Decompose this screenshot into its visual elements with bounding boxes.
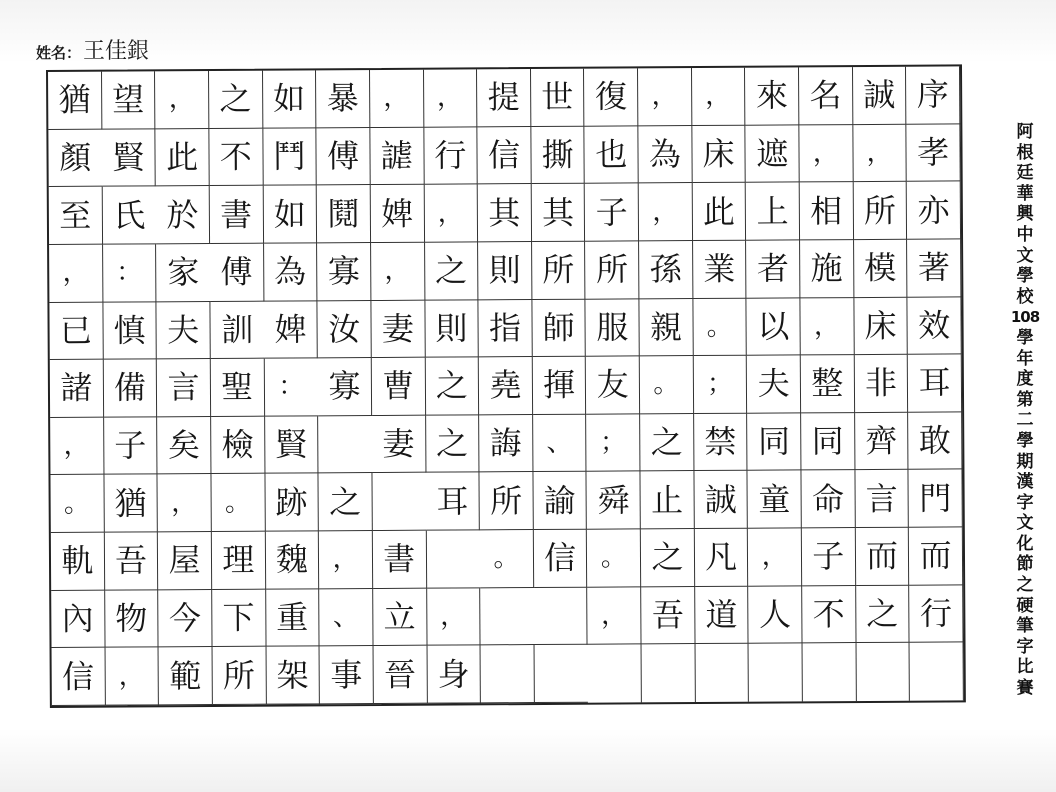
- grid-cell: 則: [478, 242, 532, 300]
- grid-cell: 人: [749, 586, 803, 644]
- grid-cell: [481, 645, 535, 703]
- grid-cell: ，: [49, 245, 103, 303]
- grid-cell: 遮: [746, 125, 800, 183]
- grid-cell: ；: [587, 414, 641, 472]
- grid-cell: 者: [746, 240, 800, 298]
- grid-cell: 婢: [371, 185, 425, 243]
- grid-cell: 賢: [102, 129, 156, 187]
- title-char: 化: [1016, 533, 1034, 554]
- title-char: 節: [1016, 554, 1034, 575]
- grid-cell: 如: [263, 186, 317, 244]
- grid-cell: 誠: [694, 471, 748, 529]
- title-char: 廷: [1016, 163, 1034, 184]
- grid-cell: 妻: [372, 415, 426, 473]
- grid-cell: 聖: [211, 359, 265, 417]
- title-char: 第: [1016, 389, 1034, 410]
- title-char: 二: [1016, 410, 1034, 431]
- grid-cell: ，: [692, 68, 746, 126]
- grid-cell: 提: [477, 69, 531, 127]
- grid-cell: 汝: [318, 301, 372, 359]
- grid-cell: ，: [799, 125, 853, 183]
- grid-cell: 行: [910, 585, 964, 643]
- name-label: 姓名：: [36, 44, 82, 62]
- grid-cell: 所: [212, 647, 266, 705]
- title-char: 文: [1016, 245, 1034, 266]
- grid-cell: 寡: [318, 358, 372, 416]
- grid-cell: 矣: [157, 417, 211, 475]
- title-char: 期: [1016, 451, 1034, 472]
- grid-cell: 信: [52, 648, 106, 706]
- grid-cell: [856, 643, 910, 701]
- grid-cell: 氏: [102, 187, 156, 245]
- grid-cell: 效: [908, 297, 962, 355]
- grid-cell: 友: [586, 357, 640, 415]
- grid-cell: 訓: [210, 301, 264, 359]
- grid-cell: 之: [640, 414, 694, 472]
- title-char: 校: [1016, 286, 1034, 307]
- grid-cell: 不: [209, 128, 263, 186]
- grid-cell: 指: [479, 300, 533, 358]
- grid-cell: 其: [532, 184, 586, 242]
- grid-cell: 已: [49, 302, 103, 360]
- grid-cell: 夫: [157, 302, 211, 360]
- grid-cell: 。: [50, 475, 104, 533]
- grid-cell: ，: [638, 68, 692, 126]
- grid-cell: ：: [103, 244, 157, 302]
- title-char: 根: [1016, 142, 1034, 163]
- grid-cell: ，: [639, 183, 693, 241]
- grid-cell: 亦: [907, 182, 961, 240]
- grid-cell: 相: [800, 182, 854, 240]
- grid-cell: 立: [373, 588, 427, 646]
- grid-cell: 鬩: [317, 185, 371, 243]
- grid-cell: 施: [800, 240, 854, 298]
- grid-cell: 於: [156, 186, 210, 244]
- grid-cell: 而: [909, 527, 963, 585]
- grid-cell: 重: [266, 589, 320, 647]
- grid-cell: [318, 416, 372, 474]
- grid-cell: 所: [586, 241, 640, 299]
- grid-cell: 之: [856, 585, 910, 643]
- grid-cell: 業: [693, 241, 747, 299]
- grid-cell: 賢: [265, 416, 319, 474]
- grid-cell: ：: [264, 359, 318, 417]
- grid-cell: [910, 643, 964, 701]
- grid-cell: 著: [907, 239, 961, 297]
- title-char: 文: [1016, 513, 1034, 534]
- grid-cell: 敢: [908, 412, 962, 470]
- grid-cell: 整: [801, 355, 855, 413]
- grid-cell: 理: [212, 532, 266, 590]
- title-char: 筆: [1016, 616, 1034, 637]
- grid-cell: [534, 587, 588, 645]
- grid-cell: 之: [425, 358, 479, 416]
- grid-cell: ，: [588, 587, 642, 645]
- grid-cell: 童: [748, 471, 802, 529]
- grid-cell: 不: [802, 586, 856, 644]
- title-char: 字: [1016, 636, 1034, 657]
- grid-cell: 則: [425, 300, 479, 358]
- grid-cell: 床: [692, 125, 746, 183]
- grid-cell: 信: [478, 127, 532, 185]
- grid-cell: 其: [478, 184, 532, 242]
- grid-cell: 道: [695, 586, 749, 644]
- grid-cell: ，: [427, 588, 481, 646]
- grid-cell: 世: [531, 69, 585, 127]
- grid-cell: 之: [425, 242, 479, 300]
- grid-cell: ，: [424, 185, 478, 243]
- title-char: 比: [1016, 657, 1034, 678]
- grid-cell: 暴: [316, 70, 370, 128]
- title-char: 學: [1016, 430, 1034, 451]
- grid-cell: 撕: [531, 126, 585, 184]
- grid-cell: 。: [480, 530, 534, 588]
- grid-cell: ，: [853, 124, 907, 182]
- grid-cell: 之: [209, 71, 263, 129]
- competition-title: [1003, 122, 1047, 699]
- grid-cell: 為: [638, 126, 692, 184]
- grid-cell: 也: [585, 126, 639, 184]
- title-char: 之: [1016, 575, 1034, 596]
- grid-cell: 屋: [158, 532, 212, 590]
- grid-cell: 內: [51, 590, 105, 648]
- title-char: 度: [1016, 369, 1034, 390]
- grid-cell: 顏: [48, 129, 102, 187]
- grid-cell: 齊: [855, 413, 909, 471]
- grid-cell: 來: [745, 67, 799, 125]
- grid-cell: [372, 473, 426, 531]
- grid-cell: 傅: [317, 128, 371, 186]
- grid-cell: 為: [264, 243, 318, 301]
- grid-cell: 所: [853, 182, 907, 240]
- grid-cell: 孫: [639, 241, 693, 299]
- grid-cell: 床: [854, 297, 908, 355]
- grid-cell: 今: [158, 590, 212, 648]
- grid-cell: 物: [105, 590, 159, 648]
- grid-cell: 師: [532, 299, 586, 357]
- grid-cell: 諸: [50, 360, 104, 418]
- grid-cell: [749, 644, 803, 702]
- grid-cell: ，: [158, 474, 212, 532]
- grid-cell: 子: [802, 528, 856, 586]
- grid-cell: 以: [747, 298, 801, 356]
- grid-cell: 謔: [370, 127, 424, 185]
- grid-cell: 吾: [641, 587, 695, 645]
- grid-cell: 事: [320, 646, 374, 704]
- grid-cell: ，: [370, 70, 424, 128]
- grid-cell: 、: [533, 415, 587, 473]
- grid-cell: 凡: [695, 529, 749, 587]
- grid-cell: 魏: [265, 531, 319, 589]
- grid-cell: 至: [49, 187, 103, 245]
- title-char: 年: [1016, 348, 1034, 369]
- grid-cell: 言: [855, 470, 909, 528]
- grid-cell: 猶: [104, 475, 158, 533]
- grid-cell: 耳: [426, 473, 480, 531]
- grid-cell: 傅: [210, 244, 264, 302]
- grid-cell: 上: [746, 183, 800, 241]
- grid-cell: [426, 530, 480, 588]
- grid-cell: 復: [584, 68, 638, 126]
- grid-cell: 書: [210, 186, 264, 244]
- grid-cell: 子: [585, 184, 639, 242]
- grid-cell: ，: [105, 648, 159, 706]
- grid-cell: 如: [263, 70, 317, 128]
- title-char: 硬: [1016, 595, 1034, 616]
- grid-cell: [803, 643, 857, 701]
- grid-cell: 下: [212, 589, 266, 647]
- name-value: 王佳銀: [83, 39, 150, 64]
- title-char: 漢: [1016, 472, 1034, 493]
- grid-cell: [695, 644, 749, 702]
- grid-cell: 。: [587, 529, 641, 587]
- grid-cell: 寡: [317, 243, 371, 301]
- grid-cell: 慎: [103, 302, 157, 360]
- grid-cell: 序: [906, 66, 960, 124]
- grid-cell: ；: [694, 356, 748, 414]
- title-char: 學: [1016, 266, 1034, 287]
- grid-cell: 軌: [51, 533, 105, 591]
- grid-cell: 諭: [533, 472, 587, 530]
- grid-cell: 妻: [371, 300, 425, 358]
- grid-cell: 而: [856, 528, 910, 586]
- grid-cell: 檢: [211, 416, 265, 474]
- grid-cell: 信: [534, 530, 588, 588]
- title-char: 阿: [1016, 122, 1034, 142]
- grid-cell: 身: [427, 646, 481, 704]
- grid-cell: 此: [692, 183, 746, 241]
- grid-cell: 曹: [372, 358, 426, 416]
- title-char: 學: [1016, 327, 1034, 348]
- grid-cell: ，: [748, 528, 802, 586]
- grid-cell: 架: [266, 647, 320, 705]
- grid-cell: 堯: [479, 357, 533, 415]
- grid-cell: 行: [424, 127, 478, 185]
- grid-cell: ，: [800, 298, 854, 356]
- grid-cell: 言: [157, 359, 211, 417]
- grid-cell: 之: [641, 529, 695, 587]
- grid-cell: 服: [586, 299, 640, 357]
- grid-cell: 非: [854, 355, 908, 413]
- title-number: 108: [1010, 308, 1040, 327]
- grid-cell: 鬥: [263, 128, 317, 186]
- grid-cell: 耳: [908, 355, 962, 413]
- grid-cell: 望: [102, 71, 156, 129]
- grid-cell: ，: [50, 417, 104, 475]
- grid-cell: 。: [640, 356, 694, 414]
- grid-cell: 猶: [48, 72, 102, 130]
- grid-cell: 門: [909, 470, 963, 528]
- grid-cell: 揮: [533, 357, 587, 415]
- grid-cell: [480, 588, 534, 646]
- grid-cell: 。: [693, 298, 747, 356]
- grid-cell: 此: [156, 129, 210, 187]
- grid-cell: [642, 644, 696, 702]
- title-char: 字: [1016, 492, 1034, 513]
- writing-grid: [46, 64, 966, 708]
- title-char: 中: [1016, 224, 1034, 245]
- grid-cell: ，: [319, 531, 373, 589]
- grid-cell: [534, 645, 588, 703]
- title-char: 興: [1016, 204, 1034, 225]
- grid-cell: 範: [159, 647, 213, 705]
- grid-cell: 名: [799, 67, 853, 125]
- grid-cell: 同: [801, 413, 855, 471]
- grid-cell: 所: [480, 472, 534, 530]
- grid-cell: [588, 645, 642, 703]
- grid-cell: 書: [373, 531, 427, 589]
- grid-cell: 家: [156, 244, 210, 302]
- grid-cell: 同: [748, 413, 802, 471]
- grid-cell: 誨: [479, 415, 533, 473]
- grid-cell: 。: [211, 474, 265, 532]
- title-char: 賽: [1016, 678, 1034, 699]
- grid-cell: 夫: [747, 356, 801, 414]
- grid-cell: 命: [802, 471, 856, 529]
- grid-cell: 誠: [853, 67, 907, 125]
- grid-cell: 吾: [104, 532, 158, 590]
- grid-cell: 所: [532, 242, 586, 300]
- grid-cell: 孝: [907, 124, 961, 182]
- grid-cell: 舜: [587, 472, 641, 530]
- name-line: [36, 40, 149, 65]
- grid-cell: 、: [319, 589, 373, 647]
- grid-cell: 止: [641, 472, 695, 530]
- grid-cell: 婢: [264, 301, 318, 359]
- grid-cell: 之: [426, 415, 480, 473]
- title-char: 華: [1016, 183, 1034, 204]
- grid-cell: 子: [104, 417, 158, 475]
- grid-cell: 之: [319, 473, 373, 531]
- grid-cell: 跡: [265, 474, 319, 532]
- grid-cell: ，: [371, 243, 425, 301]
- grid-cell: 備: [103, 359, 157, 417]
- grid-cell: 晉: [373, 646, 427, 704]
- grid-cell: 親: [640, 299, 694, 357]
- grid-cell: ，: [155, 71, 209, 129]
- grid-cell: 模: [854, 240, 908, 298]
- grid-cell: ，: [424, 69, 478, 127]
- grid-cell: 禁: [694, 414, 748, 472]
